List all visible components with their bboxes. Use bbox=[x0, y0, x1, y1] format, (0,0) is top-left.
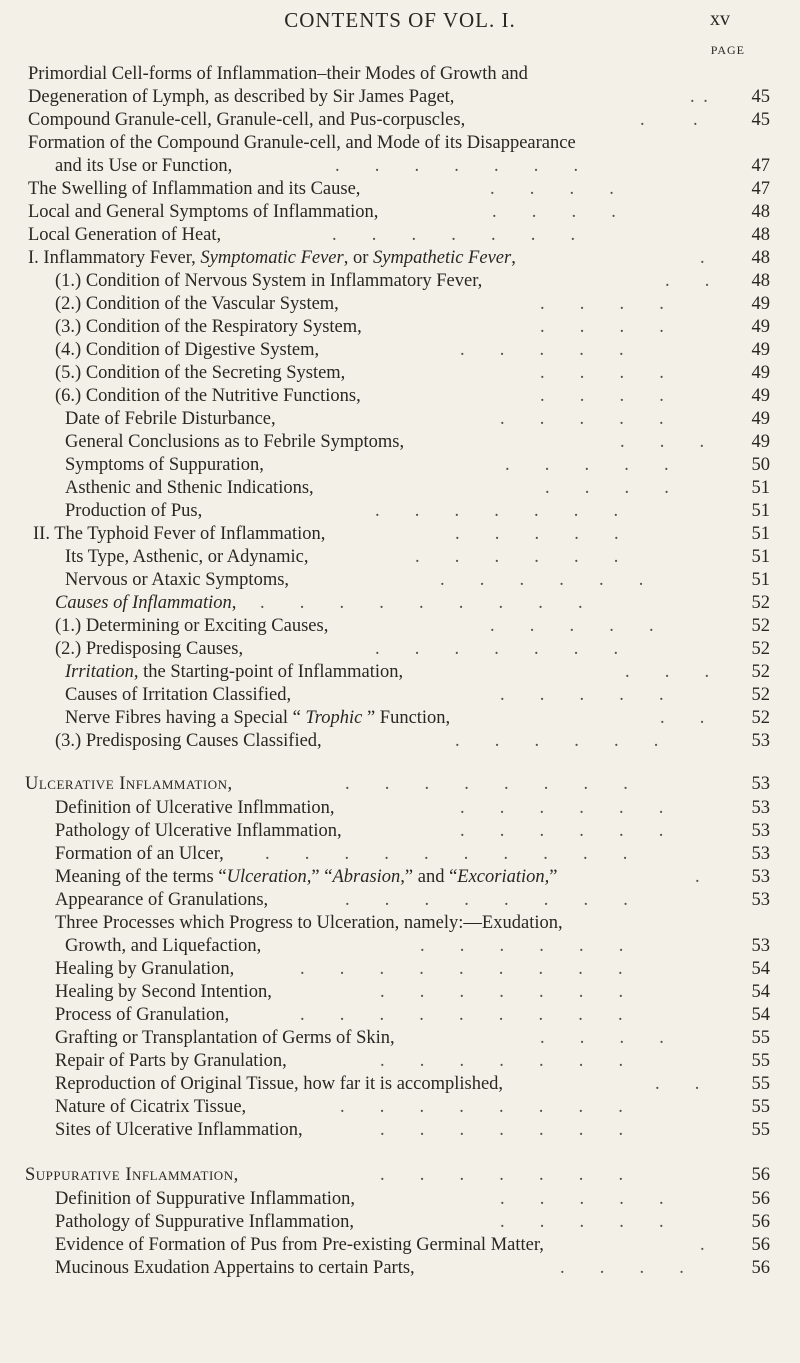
toc-entry-italic: Symptomatic Fever bbox=[200, 248, 344, 268]
toc-entry-italic: Abrasion, bbox=[332, 867, 405, 887]
toc-entry-text: Appearance of Granulations, bbox=[55, 890, 269, 910]
toc-page-number: 53 bbox=[751, 821, 770, 841]
toc-entry-text: (3.) Predisposing Causes Classified, bbox=[55, 731, 322, 751]
toc-page-number: 54 bbox=[751, 982, 770, 1002]
toc-page-number: 52 bbox=[751, 593, 770, 613]
toc-entry: Growth, and Liquefaction, . . . . . . 53 bbox=[65, 936, 770, 956]
toc-entry: (1.) Determining or Exciting Causes, . . . . . 52 bbox=[55, 616, 770, 636]
toc-entry-text: Production of Pus, bbox=[65, 501, 203, 521]
toc-entry-italic: Excoriation, bbox=[457, 867, 550, 887]
toc-entry-text: , or bbox=[343, 248, 374, 268]
toc-page-number: 53 bbox=[751, 936, 770, 956]
toc-page-number: 56 bbox=[751, 1212, 770, 1232]
toc-entry: Process of Granulation, . . . . . . . . . 54 bbox=[55, 1005, 770, 1025]
toc-page-number: 45 bbox=[751, 110, 770, 130]
toc-entry bbox=[0, 63, 800, 86]
toc-entry-text: Evidence of Formation of Pus from Pre-existing Germinal Matter, bbox=[55, 1235, 544, 1255]
toc-entry-text: ” Function, bbox=[362, 708, 451, 728]
toc-entry: Compound Granule-cell, Granule-cell, and Pus-corpuscles, . . 45 bbox=[28, 110, 770, 130]
toc-entry: (1.) Condition of Nervous System in Inflammatory Fever, . . 48 bbox=[55, 271, 770, 291]
toc-page-number: 53 bbox=[751, 774, 770, 794]
toc-entry-text: Mucinous Exudation Appertains to certain Parts, bbox=[55, 1258, 415, 1278]
toc-page-number: 53 bbox=[751, 890, 770, 910]
toc-entry-text: and its Use or Function, bbox=[55, 156, 233, 176]
toc-page-number: 49 bbox=[751, 363, 770, 383]
toc-entry-text: Formation of an Ulcer, bbox=[55, 844, 224, 864]
toc-entry bbox=[0, 132, 800, 155]
toc-entry-text: (2.) Predisposing Causes, bbox=[55, 639, 244, 659]
toc-page-number: 55 bbox=[751, 1120, 770, 1140]
toc-entry: I. Inflammatory Fever, Symptomatic Fever, or Sympathetic Fever, . 48 bbox=[28, 248, 770, 268]
toc-page-number: 54 bbox=[751, 1005, 770, 1025]
toc-entry: Asthenic and Sthenic Indications, . . . . 51 bbox=[65, 478, 770, 498]
toc-entry-text: Reproduction of Original Tissue, how far it is accomplished, bbox=[55, 1074, 504, 1094]
toc-entry: (6.) Condition of the Nutritive Functions, . . . . 49 bbox=[55, 386, 770, 406]
toc-entry-text: Date of Febrile Disturbance, bbox=[65, 409, 276, 429]
toc-page-number: 50 bbox=[751, 455, 770, 475]
toc-entry-text: ” “ bbox=[311, 867, 333, 887]
toc-entry: Mucinous Exudation Appertains to certain Parts, . . . . 56 bbox=[55, 1258, 770, 1278]
toc-page-number: 52 bbox=[751, 639, 770, 659]
toc-entry: Irritation, the Starting-point of Inflammation, . . . 52 bbox=[65, 662, 770, 682]
toc-entry-text: , bbox=[231, 593, 237, 613]
toc-entry-text: (4.) Condition of Digestive System, bbox=[55, 340, 320, 360]
toc-page-number: 51 bbox=[751, 501, 770, 521]
toc-page-number: 51 bbox=[751, 570, 770, 590]
toc-entry-text: (5.) Condition of the Secreting System, bbox=[55, 363, 346, 383]
toc-entry: Sites of Ulcerative Inflammation, . . . . . . . 55 bbox=[55, 1120, 770, 1140]
toc-entry: Date of Febrile Disturbance, . . . . . 49 bbox=[65, 409, 770, 429]
toc-page-number: 56 bbox=[751, 1258, 770, 1278]
running-title: CONTENTS OF VOL. I. bbox=[284, 8, 516, 32]
toc-entry: Nerve Fibres having a Special “ Trophic ” Function, . . 52 bbox=[65, 708, 770, 728]
toc-entry-text: General Conclusions as to Febrile Symptoms, bbox=[65, 432, 405, 452]
toc-entry: Reproduction of Original Tissue, how far it is accomplished, . . 55 bbox=[55, 1074, 770, 1094]
folio-number: xv bbox=[710, 8, 730, 30]
toc-entry: (5.) Condition of the Secreting System, . . . . 49 bbox=[55, 363, 770, 383]
toc-page-number: 55 bbox=[751, 1097, 770, 1117]
toc-page-number: 53 bbox=[751, 867, 770, 887]
toc-entry: Local and General Symptoms of Inflammation, . . . . 48 bbox=[28, 202, 770, 222]
toc-entry: Symptoms of Suppuration, . . . . . 50 bbox=[65, 455, 770, 475]
toc-entry-text: Nervous or Ataxic Symptoms, bbox=[65, 570, 290, 590]
toc-entry-italic: Trophic bbox=[305, 708, 363, 728]
toc-entry-text: Its Type, Asthenic, or Adynamic, bbox=[65, 547, 309, 567]
toc-entry-text: Pathology of Ulcerative Inflammation, bbox=[55, 821, 342, 841]
toc-entry: Production of Pus, . . . . . . . 51 bbox=[65, 501, 770, 521]
toc-entry-text: (1.) Condition of Nervous System in Inflammatory Fever, bbox=[55, 271, 483, 291]
toc-entry-text: Nerve Fibres having a Special “ bbox=[65, 708, 306, 728]
toc-entry-italic: Causes of Inflammation bbox=[55, 593, 232, 613]
toc-entry: Causes of Inflammation, . . . . . . . . . 52 bbox=[55, 593, 770, 613]
toc-entry-text: Compound Granule-cell, Granule-cell, and Pus-corpuscles, bbox=[28, 110, 466, 130]
toc-entry-text: (1.) Determining or Exciting Causes, bbox=[55, 616, 329, 636]
toc-entry: Formation of an Ulcer, . . . . . . . . . . 53 bbox=[55, 844, 770, 864]
toc-page-number: 53 bbox=[751, 844, 770, 864]
toc-page-number: 54 bbox=[751, 959, 770, 979]
toc-entry: Causes of Irritation Classified, . . . . . 52 bbox=[65, 685, 770, 705]
toc-page-number: 48 bbox=[751, 225, 770, 245]
toc-page-number: 49 bbox=[751, 317, 770, 337]
toc-page-number: 51 bbox=[751, 478, 770, 498]
toc-page-number: 52 bbox=[751, 708, 770, 728]
toc-entry: Degeneration of Lymph, as described by Sir James Paget, . . 45 bbox=[28, 87, 770, 107]
toc-page-number: 53 bbox=[751, 731, 770, 751]
toc-page-number: 47 bbox=[751, 156, 770, 176]
toc-page-number: 56 bbox=[751, 1235, 770, 1255]
toc-entry-text: (2.) Condition of the Vascular System, bbox=[55, 294, 339, 314]
toc-entry-text: Asthenic and Sthenic Indications, bbox=[65, 478, 314, 498]
toc-entry-text: (6.) Condition of the Nutritive Functions, bbox=[55, 386, 361, 406]
toc-entry-text: ” bbox=[549, 867, 558, 887]
toc-entry-text: Grafting or Transplantation of Germs of Skin, bbox=[55, 1028, 395, 1048]
toc-page-number: 55 bbox=[751, 1051, 770, 1071]
toc-entry-text: , bbox=[511, 248, 516, 268]
toc-entry: Local Generation of Heat, . . . . . . . 48 bbox=[28, 225, 770, 245]
toc-page-number: 52 bbox=[751, 616, 770, 636]
page-column-label: PAGE bbox=[710, 43, 745, 57]
toc-entry-text: Local and General Symptoms of Inflammation, bbox=[28, 202, 379, 222]
toc-page-number: 49 bbox=[751, 409, 770, 429]
toc-entry: Healing by Second Intention, . . . . . . . 54 bbox=[55, 982, 770, 1002]
toc-page-number: 55 bbox=[751, 1074, 770, 1094]
toc-entry-text: Pathology of Suppurative Inflammation, bbox=[55, 1212, 355, 1232]
toc-page-number: 56 bbox=[751, 1165, 770, 1185]
toc-entry: Evidence of Formation of Pus from Pre-existing Germinal Matter, . 56 bbox=[55, 1235, 770, 1255]
toc-entry-italic: Irritation bbox=[65, 662, 134, 682]
toc-entry: Appearance of Granulations, . . . . . . . . 53 bbox=[55, 890, 770, 910]
toc-entry-text: Formation of the Compound Granule-cell, and Mode of its Disappearance bbox=[28, 133, 576, 153]
toc-entry: Repair of Parts by Granulation, . . . . . . . 55 bbox=[55, 1051, 770, 1071]
toc-entry: (2.) Condition of the Vascular System, . . . . 49 bbox=[55, 294, 770, 314]
toc-entry: Pathology of Suppurative Inflammation, . . . . . 56 bbox=[55, 1212, 770, 1232]
toc-page-number: 48 bbox=[751, 248, 770, 268]
toc-entry-text: Meaning of the terms “ bbox=[55, 867, 227, 887]
toc-page-number: 49 bbox=[751, 340, 770, 360]
toc-entry-text: The Swelling of Inflammation and its Cause, bbox=[28, 179, 361, 199]
toc-entry-text: Degeneration of Lymph, as described by Sir James Paget, bbox=[28, 87, 455, 107]
toc-page-number: 47 bbox=[751, 179, 770, 199]
toc-entry-text: (3.) Condition of the Respiratory System, bbox=[55, 317, 362, 337]
toc-section-heading: Ulcerative Inflammation, . . . . . . . . 53 bbox=[25, 774, 770, 794]
toc-entry: Definition of Suppurative Inflammation, . . . . . 56 bbox=[55, 1189, 770, 1209]
toc-page-number: 49 bbox=[751, 386, 770, 406]
toc-entry-italic: Sympathetic Fever bbox=[373, 248, 512, 268]
toc-page-number: 51 bbox=[751, 524, 770, 544]
toc-entry: Definition of Ulcerative Inflmmation, . . . . . . 53 bbox=[55, 798, 770, 818]
toc-entry: Nervous or Ataxic Symptoms, . . . . . . 51 bbox=[65, 570, 770, 590]
toc-entry-text: II. The Typhoid Fever of Inflammation, bbox=[33, 524, 326, 544]
toc-entry-text: Healing by Second Intention, bbox=[55, 982, 272, 1002]
toc-entry-text: Definition of Ulcerative Inflmmation, bbox=[55, 798, 335, 818]
toc-entry-text: Definition of Suppurative Inflammation, bbox=[55, 1189, 356, 1209]
toc-entry-text: Sites of Ulcerative Inflammation, bbox=[55, 1120, 303, 1140]
toc-entry-italic: Ulceration, bbox=[226, 867, 312, 887]
toc-entry: Its Type, Asthenic, or Adynamic, . . . . . . 51 bbox=[65, 547, 770, 567]
toc-entry: Nature of Cicatrix Tissue, . . . . . . . . 55 bbox=[55, 1097, 770, 1117]
toc-entry: II. The Typhoid Fever of Inflammation, . . . . . 51 bbox=[33, 524, 770, 544]
toc-entry-text: Repair of Parts by Granulation, bbox=[55, 1051, 287, 1071]
toc-entry: Grafting or Transplantation of Germs of Skin, . . . . 55 bbox=[55, 1028, 770, 1048]
toc-entry-text: Ulcerative Inflammation, bbox=[25, 774, 233, 794]
toc-page-number: 51 bbox=[751, 547, 770, 567]
toc-entry-text: Causes of Irritation Classified, bbox=[65, 685, 292, 705]
toc-entry-text: , the Starting-point of Inflammation, bbox=[133, 662, 404, 682]
toc-entry: (3.) Predisposing Causes Classified, . . . . . . 53 bbox=[55, 731, 770, 751]
toc-entry-text: Primordial Cell-forms of Inflammation–their Modes of Growth and bbox=[28, 64, 528, 84]
toc-entry: Meaning of the terms “Ulceration,” “Abrasion,” and “Excoriation,” . 53 bbox=[55, 867, 770, 887]
toc-page-number: 45 bbox=[751, 87, 770, 107]
toc-section-heading: Suppurative Inflammation, . . . . . . . 56 bbox=[25, 1165, 770, 1185]
toc-page-number: 52 bbox=[751, 662, 770, 682]
toc-entry-text: I. Inflammatory Fever, bbox=[28, 248, 201, 268]
toc-entry-text: Suppurative Inflammation, bbox=[25, 1165, 239, 1185]
toc-page-number: 52 bbox=[751, 685, 770, 705]
toc-entry bbox=[0, 912, 800, 935]
toc-entry: General Conclusions as to Febrile Symptoms, . . . 49 bbox=[65, 432, 770, 452]
toc-entry: (4.) Condition of Digestive System, . . . . . 49 bbox=[55, 340, 770, 360]
toc-page-number: 49 bbox=[751, 294, 770, 314]
toc-page-number: 49 bbox=[751, 432, 770, 452]
toc-entry-text: Local Generation of Heat, bbox=[28, 225, 222, 245]
toc-entry: (2.) Predisposing Causes, . . . . . . . 52 bbox=[55, 639, 770, 659]
toc-entry: Healing by Granulation, . . . . . . . . . 54 bbox=[55, 959, 770, 979]
toc-entry-text: Growth, and Liquefaction, bbox=[65, 936, 262, 956]
toc-entry-text: Symptoms of Suppuration, bbox=[65, 455, 264, 475]
toc-entry: (3.) Condition of the Respiratory System, . . . . 49 bbox=[55, 317, 770, 337]
toc-entry-text: Nature of Cicatrix Tissue, bbox=[55, 1097, 247, 1117]
toc-entry-text: Process of Granulation, bbox=[55, 1005, 230, 1025]
toc-entry: The Swelling of Inflammation and its Cause, . . . . 47 bbox=[28, 179, 770, 199]
toc-entry-text: Healing by Granulation, bbox=[55, 959, 235, 979]
toc-entry-text: Three Processes which Progress to Ulceration, namely:—Exudation, bbox=[55, 913, 563, 933]
toc-page-number: 53 bbox=[751, 798, 770, 818]
toc-entry: and its Use or Function, . . . . . . . 47 bbox=[55, 156, 770, 176]
toc-page-number: 55 bbox=[751, 1028, 770, 1048]
toc-page-number: 48 bbox=[751, 271, 770, 291]
toc-entry-text: ” and “ bbox=[404, 867, 458, 887]
toc-entry: Pathology of Ulcerative Inflammation, . . . . . . 53 bbox=[55, 821, 770, 841]
toc-page-number: 48 bbox=[751, 202, 770, 222]
toc-page-number: 56 bbox=[751, 1189, 770, 1209]
